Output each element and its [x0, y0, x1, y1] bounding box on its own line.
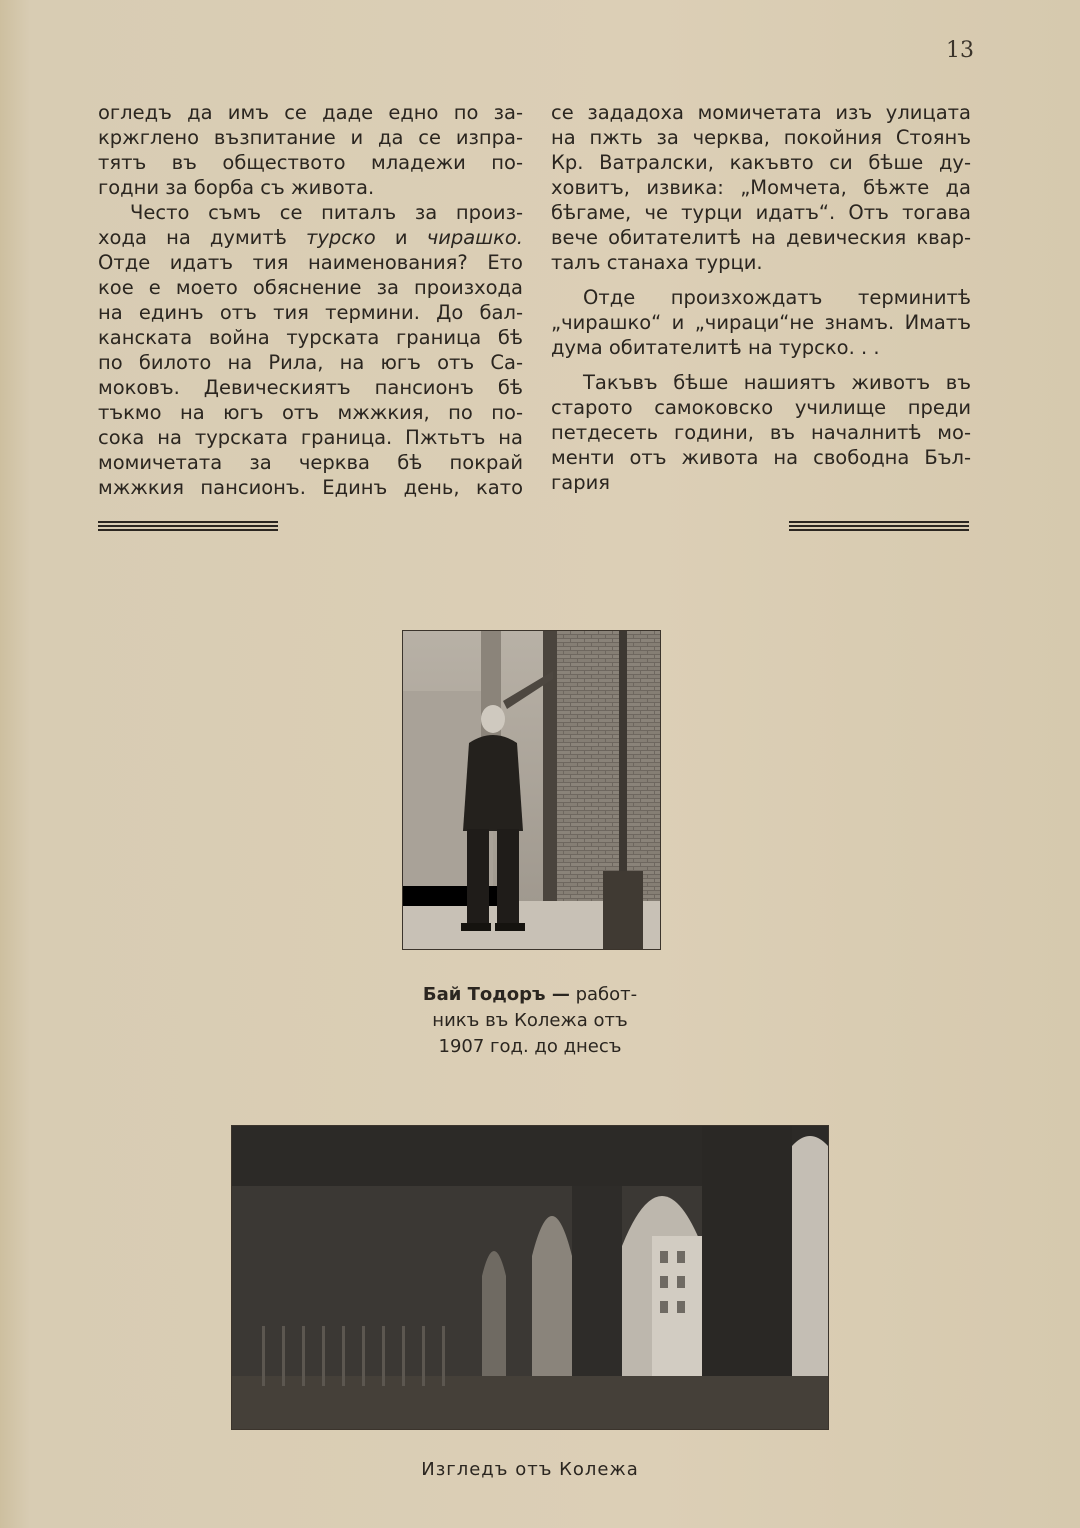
text-line: моковъ. Девическиятъ пансионъ бѣ: [98, 376, 523, 399]
text-line: сока на турската граница. Пжтьтъ на: [98, 426, 523, 449]
text-line: кржглено възпитание и да се изпра-: [98, 126, 523, 149]
text-line: на пжть за черква, покойния Стоянъ: [551, 126, 971, 149]
paragraph: [551, 370, 971, 495]
photo-college-view: [231, 1125, 829, 1430]
text-line: тъкмо на югъ отъ мжжкия, по по-: [98, 401, 523, 424]
photo-illustration: [403, 631, 660, 949]
text-line: „чирашко“ и „чираци“не знамъ. Иматъ: [551, 311, 971, 334]
divider-rule: [789, 521, 969, 537]
caption-bold: Бай Тодоръ —: [422, 984, 570, 1005]
paragraph: [551, 285, 971, 360]
text-line: вече обитателитѣ на девическия квар-: [551, 226, 971, 249]
text-line: Често съмъ се питалъ за произ-: [130, 201, 523, 224]
text-line: огледъ да имъ се даде едно по за-: [98, 101, 523, 124]
text-line: момичетата за черква бѣ покрай: [98, 451, 523, 474]
paragraph: [98, 200, 523, 500]
caption-line: 1907 год. до днесъ: [438, 1036, 622, 1057]
right-column: [551, 100, 971, 495]
photo-caption: Изгледъ отъ Колежа: [421, 1459, 639, 1480]
divider-rule: [98, 521, 278, 537]
photo-bai-todor: [402, 630, 661, 950]
photo-caption: [380, 982, 680, 1060]
text-line: бѣгаме, че турци идатъ“. Отъ тогава: [551, 201, 971, 224]
italic-term: турско: [305, 226, 376, 249]
text-line: Отде произхождатъ терминитѣ: [583, 286, 971, 309]
text-line: тятъ въ обществото младежи по-: [98, 151, 523, 174]
caption-line: никъ въ Колежа отъ: [432, 1010, 628, 1031]
text-run: хода на думитѣ: [98, 226, 306, 249]
text-line: гария: [551, 471, 610, 494]
photo-illustration: [232, 1126, 828, 1429]
text-line: старото самоковско училище преди: [551, 396, 971, 419]
text-line: Кр. Ватралски, какъвто си бѣше ду-: [551, 151, 971, 174]
caption-text: работ-: [569, 984, 638, 1005]
left-column: [98, 100, 523, 500]
page-number: 13: [946, 38, 974, 63]
text-line: канската война турската граница бѣ: [98, 326, 523, 349]
text-line: [98, 225, 523, 250]
text-line: ховитъ, извика: „Момчета, бѣжте да: [551, 176, 971, 199]
paragraph: [98, 100, 523, 200]
text-line: се зададоха момичетата изъ улицата: [551, 101, 971, 124]
text-run: и: [375, 226, 427, 249]
paragraph: [551, 100, 971, 275]
text-line: петдесеть години, въ началнитѣ мо-: [551, 421, 971, 444]
text-line: по билото на Рила, на югъ отъ Са-: [98, 351, 523, 374]
caption-line: [380, 982, 680, 1008]
text-line: Такъвъ бѣше нашиятъ животъ въ: [583, 371, 971, 394]
text-line: мжжкия пансионъ. Единъ день, като: [98, 476, 523, 499]
text-line: талъ станаха турци.: [551, 251, 763, 274]
text-line: на единъ отъ тия термини. До бал-: [98, 301, 523, 324]
text-line: дума обитателитѣ на турско. . .: [551, 336, 880, 359]
italic-term: чирашко.: [426, 226, 523, 249]
text-line: кое е моето обяснение за произхода: [98, 276, 523, 299]
text-line: Отде идатъ тия наименования? Ето: [98, 251, 523, 274]
text-line: годни за борба съ живота.: [98, 176, 375, 199]
text-line: менти отъ живота на свободна Бъл-: [551, 446, 971, 469]
